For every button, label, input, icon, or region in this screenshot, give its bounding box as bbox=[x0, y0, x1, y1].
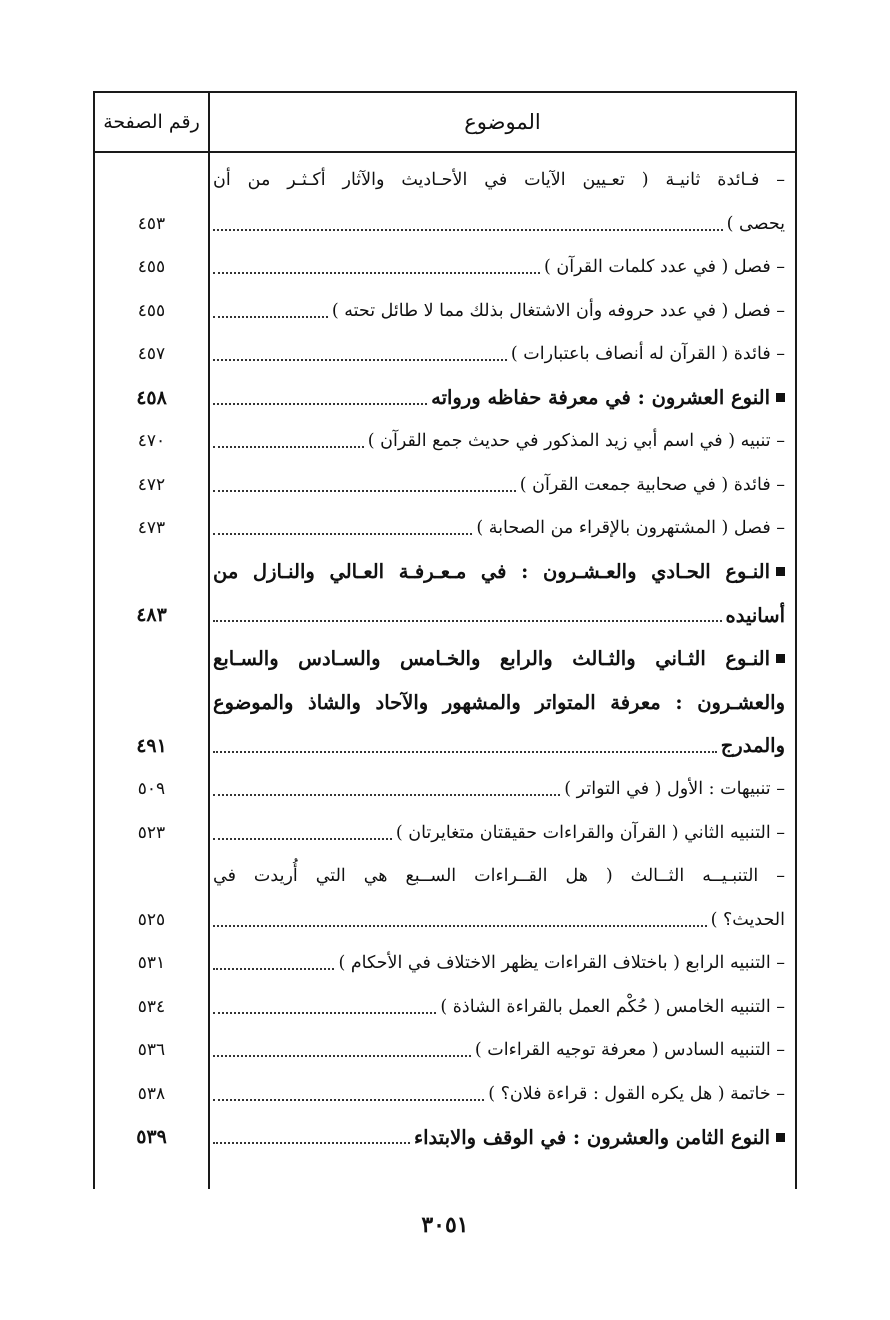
dot-leader bbox=[213, 793, 560, 796]
entry-title-line bbox=[213, 508, 785, 548]
entry-title-continuation bbox=[213, 160, 785, 200]
entry-title-line bbox=[213, 900, 785, 940]
entry-title-line bbox=[213, 204, 785, 244]
entry-title-line bbox=[213, 769, 785, 809]
section-bullet-icon bbox=[776, 654, 785, 663]
dot-leader bbox=[213, 1141, 410, 1144]
entry-title-line bbox=[213, 813, 785, 853]
entry-page-number: ٤٥٣ bbox=[137, 213, 166, 234]
entry-title-continuation bbox=[213, 682, 785, 722]
entry-title-text: – تنبيه ( في اسم أبي زيد المذكور في حديث جمع القرآن ) bbox=[367, 431, 785, 451]
dot-leader bbox=[213, 924, 707, 927]
entry-page-number: ٤٨٣ bbox=[136, 604, 167, 626]
entry-title-text: – التنبيه السادس ( معرفة توجيه القراءات ) bbox=[474, 1040, 785, 1060]
entry-title-line bbox=[213, 334, 785, 374]
dot-leader bbox=[213, 315, 328, 318]
entry-title-line bbox=[213, 1030, 785, 1070]
entry-title-continuation bbox=[213, 856, 785, 896]
entry-title-text: – فصل ( المشتهرون بالإقراء من الصحابة ) bbox=[476, 518, 785, 538]
entry-title-text: الحديث؟ ) bbox=[710, 909, 785, 930]
entry-page-number: ٤٥٥ bbox=[137, 257, 166, 277]
entry-title-text: النـوع الثـاني والثـالث والرابع والخـامس والسـادس والسـابع bbox=[213, 647, 770, 670]
section-bullet-icon bbox=[776, 393, 785, 402]
entry-title-text: – فصل ( في عدد حروفه وأن الاشتغال بذلك مما لا طائل تحته ) bbox=[331, 300, 785, 321]
entry-page-number: ٥٣٤ bbox=[137, 996, 166, 1017]
entry-title-text: والمدرج bbox=[720, 734, 785, 757]
dot-leader bbox=[213, 532, 472, 535]
entry-page-number: ٥٣٦ bbox=[137, 1040, 166, 1060]
entry-page-number: ٥٠٩ bbox=[137, 779, 166, 799]
entry-page-number: ٤٥٨ bbox=[136, 386, 167, 409]
entry-title-continuation bbox=[213, 639, 785, 679]
entry-title-text: أسانيده bbox=[725, 603, 785, 627]
entry-page-number: ٥٣١ bbox=[137, 953, 166, 973]
entry-title-text: والعشـرون : معرفة المتواتر والمشهور والآحاد والشاذ والموضوع bbox=[213, 690, 785, 714]
entry-title-line bbox=[213, 465, 785, 505]
entry-title-line bbox=[213, 378, 785, 418]
entry-page-number: ٤٧٠ bbox=[137, 431, 166, 451]
dot-leader bbox=[213, 967, 334, 970]
entry-title-text: – التنبـيــه الثــالث ( هل القــراءات الســبع هي التي أُريدت في bbox=[213, 866, 785, 886]
entry-title-text: – التنبيه الثاني ( القرآن والقراءات حقيقتان متغايرتان ) bbox=[395, 822, 785, 843]
entry-title-line bbox=[213, 987, 785, 1027]
entry-title-line bbox=[213, 247, 785, 287]
entry-page-number: ٤٧٢ bbox=[137, 474, 166, 495]
header-rule bbox=[95, 151, 795, 153]
entry-title-text: – التنبيه الرابع ( باختلاف القراءات يظهر الاختلاف في الأحكام ) bbox=[338, 953, 785, 973]
entry-title-text: – فـائدة ثانيـة ( تعـيين الآيات في الأحـاديث والآثار أكـثـر من أن bbox=[213, 170, 785, 190]
entry-title-line bbox=[213, 595, 785, 635]
page-column-header: رقم الصفحة bbox=[103, 111, 200, 133]
entry-page-number: ٤٩١ bbox=[136, 734, 167, 757]
entry-page-number: ٤٥٥ bbox=[137, 300, 166, 321]
entry-title-text: – التنبيه الخامس ( حُكْم العمل بالقراءة الشاذة ) bbox=[440, 996, 785, 1017]
dot-leader bbox=[213, 489, 516, 492]
entry-title-text: – فائدة ( في صحابية جمعت القرآن ) bbox=[519, 474, 785, 495]
dot-leader bbox=[213, 445, 364, 448]
dot-leader bbox=[213, 837, 392, 840]
entry-page-number: ٥٣٨ bbox=[137, 1083, 166, 1104]
entry-title-text: يحصى ) bbox=[726, 213, 785, 234]
contents-table bbox=[93, 91, 797, 1189]
entry-title-line bbox=[213, 421, 785, 461]
dot-leader bbox=[213, 358, 507, 361]
dot-leader bbox=[213, 402, 427, 405]
entry-page-number: ٥٢٣ bbox=[137, 822, 166, 843]
entry-title-text: – فصل ( في عدد كلمات القرآن ) bbox=[544, 257, 785, 277]
entry-title-line bbox=[213, 291, 785, 331]
footer-page-number: ٣٠٥١ bbox=[421, 1212, 469, 1238]
section-bullet-icon bbox=[776, 1133, 785, 1142]
dot-leader bbox=[213, 619, 722, 622]
dot-leader bbox=[213, 1054, 471, 1057]
entry-page-number: ٤٥٧ bbox=[137, 344, 166, 364]
entry-title-text: – خاتمة ( هل يكره القول : قراءة فلان؟ ) bbox=[488, 1083, 785, 1104]
entry-title-line bbox=[213, 1074, 785, 1114]
entry-title-line bbox=[213, 1117, 785, 1157]
dot-leader bbox=[213, 271, 540, 274]
dot-leader bbox=[213, 228, 723, 231]
dot-leader bbox=[213, 1011, 436, 1014]
entry-title-line bbox=[213, 943, 785, 983]
entry-title-text: النوع الثامن والعشرون : في الوقف والابتداء bbox=[413, 1125, 770, 1149]
entry-title-text: النوع العشرون : في معرفة حفاظه ورواته bbox=[431, 386, 770, 409]
section-bullet-icon bbox=[776, 567, 785, 576]
column-divider bbox=[208, 93, 210, 1189]
entry-title-continuation bbox=[213, 552, 785, 592]
entry-title-text: – تنبيهات : الأول ( في التواتر ) bbox=[564, 779, 785, 799]
dot-leader bbox=[213, 1098, 484, 1101]
dot-leader bbox=[213, 750, 717, 753]
entry-title-text: النـوع الحـادي والعـشـرون : في مـعـرفـة العـالي والنـازل من bbox=[213, 560, 770, 583]
topic-column-header: الموضوع bbox=[464, 110, 541, 134]
entry-page-number: ٥٣٩ bbox=[136, 1126, 167, 1148]
entry-title-line bbox=[213, 726, 785, 766]
entry-page-number: ٥٢٥ bbox=[137, 909, 166, 930]
entry-page-number: ٤٧٣ bbox=[137, 518, 166, 538]
entry-title-text: – فائدة ( القرآن له أنصاف باعتبارات ) bbox=[510, 344, 785, 364]
